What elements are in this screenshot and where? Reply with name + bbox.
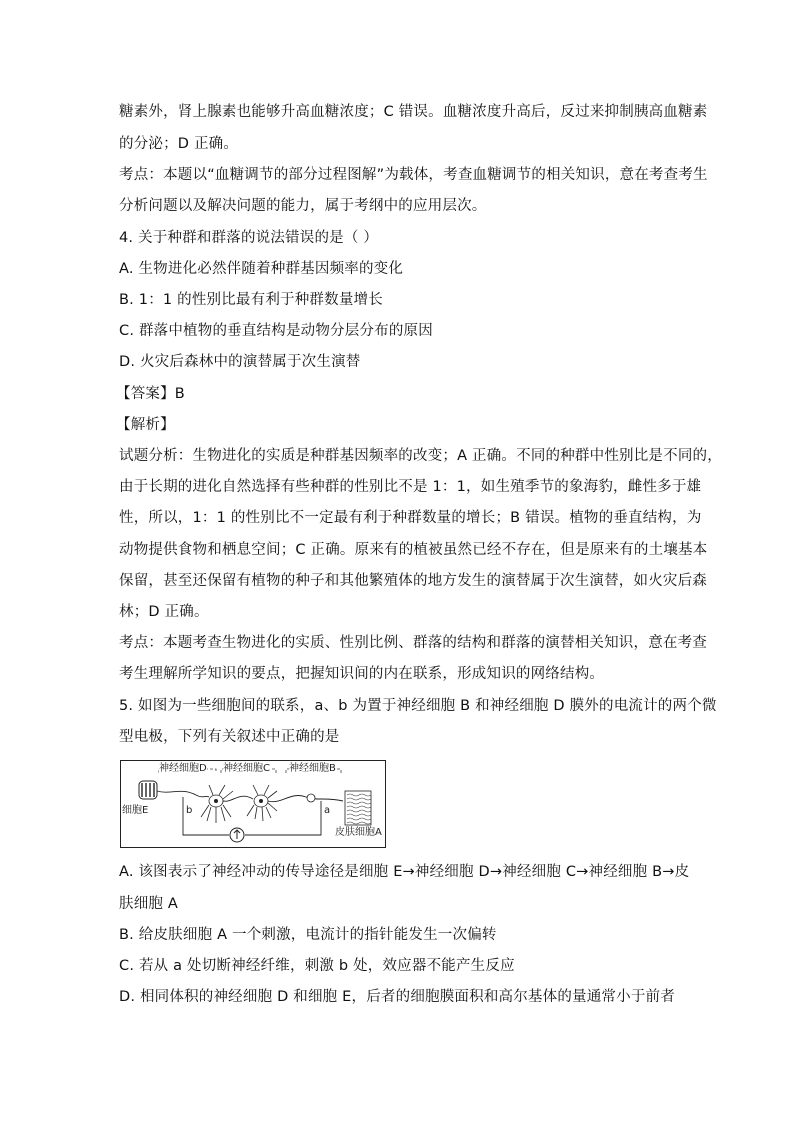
text-line: 分析问题以及解决问题的能力，属于考纲中的应用层次。 [119, 198, 487, 214]
q5-option-a: A. 该图表示了神经冲动的传导途径是细胞 E→神经细胞 D→神经细胞 C→神经细胞 B→皮 [119, 864, 690, 880]
text-line: 考点：本题考查生物进化的实质、性别比例、群落的结构和群落的演替相关知识，意在考查 [119, 635, 707, 651]
text-line: 的分泌；D 正确。 [119, 136, 239, 152]
q4-option-c: C. 群落中植物的垂直结构是动物分层分布的原因 [119, 323, 433, 339]
q4-option-b: B. 1：1 的性别比最有利于种群数量增长 [119, 292, 383, 308]
answer-label: 【答案】B [116, 386, 185, 402]
label-neuron-d: 神经细胞D [159, 763, 207, 774]
text-line: 糖素外，肾上腺素也能够升高血糖浓度；C 错误。血糖浓度升高后，反过来抑制胰高血糖素 [119, 104, 708, 120]
label-electrode-a: a [324, 805, 331, 816]
neuron-c-shape [247, 785, 277, 821]
cell-e-shape [139, 781, 157, 799]
galvanometer-wires [183, 813, 321, 835]
label-neuron-b: 神经细胞B [289, 763, 336, 774]
galvanometer-shape [230, 828, 244, 842]
question-5-stem-cont: 型电极，下列有关叙述中正确的是 [119, 729, 340, 745]
neuron-diagram [120, 760, 386, 848]
label-electrode-b: b [186, 805, 193, 816]
text-line: 考生理解所学知识的要点，把握知识间的内在联系，形成知识的网络结构。 [119, 666, 605, 682]
text-line: 试题分析：生物进化的实质是种群基因频率的改变；A 正确。不同的种群中性别比是不同的， [119, 448, 722, 464]
text-line: 性，所以，1：1 的性别比不一定最有利于种群数量的增长；B 错误。植物的垂直结构，为 [119, 510, 702, 526]
q4-option-d: D. 火灾后森林中的演替属于次生演替 [119, 354, 361, 370]
text-line: 保留，甚至还保留有植物的种子和其他繁殖体的地方发生的演替属于次生演替，如火灾后森 [119, 573, 707, 589]
q5-option-b: B. 给皮肤细胞 A 一个刺激，电流计的指针能发生一次偏转 [119, 927, 497, 943]
label-skin-cell-a: 皮肤细胞A [335, 827, 382, 838]
q4-option-a: A. 生物进化必然伴随着种群基因频率的变化 [119, 261, 404, 277]
label-neuron-c: 神经细胞C [223, 763, 270, 774]
question-5-stem: 5. 如图为一些细胞间的联系，a、b 为置于神经细胞 B 和神经细胞 D 膜外的电流计的两个微 [119, 698, 717, 714]
text-line: 考点：本题以“血糖调节的部分过程图解”为载体，考查血糖调节的相关知识，意在考查考生 [119, 167, 708, 183]
skin-cell-a-shape [345, 791, 371, 825]
question-4-stem: 4. 关于种群和群落的说法错误的是（ ） [119, 230, 379, 246]
label-cell-e: 细胞E [122, 805, 149, 816]
text-line: 林；D 正确。 [119, 604, 209, 620]
q5-option-a-cont: 肤细胞 A [119, 896, 179, 912]
text-line: 由于长期的进化自然选择有些种群的性别比不是 1：1，如生殖季节的象海豹，雌性多于雄 [119, 479, 702, 495]
analysis-label: 【解析】 [116, 417, 175, 433]
q5-option-c: C. 若从 a 处切断神经纤维，刺激 b 处，效应器不能产生反应 [119, 958, 515, 974]
q5-option-d: D. 相同体积的神经细胞 D 和细胞 E，后者的细胞膜面积和高尔基体的量通常小于前者 [119, 989, 675, 1005]
neuron-d-shape [201, 785, 233, 823]
text-line: 动物提供食物和栖息空间；C 正确。原来有的植被虽然已经不存在，但是原来有的土壤基本 [119, 542, 708, 558]
